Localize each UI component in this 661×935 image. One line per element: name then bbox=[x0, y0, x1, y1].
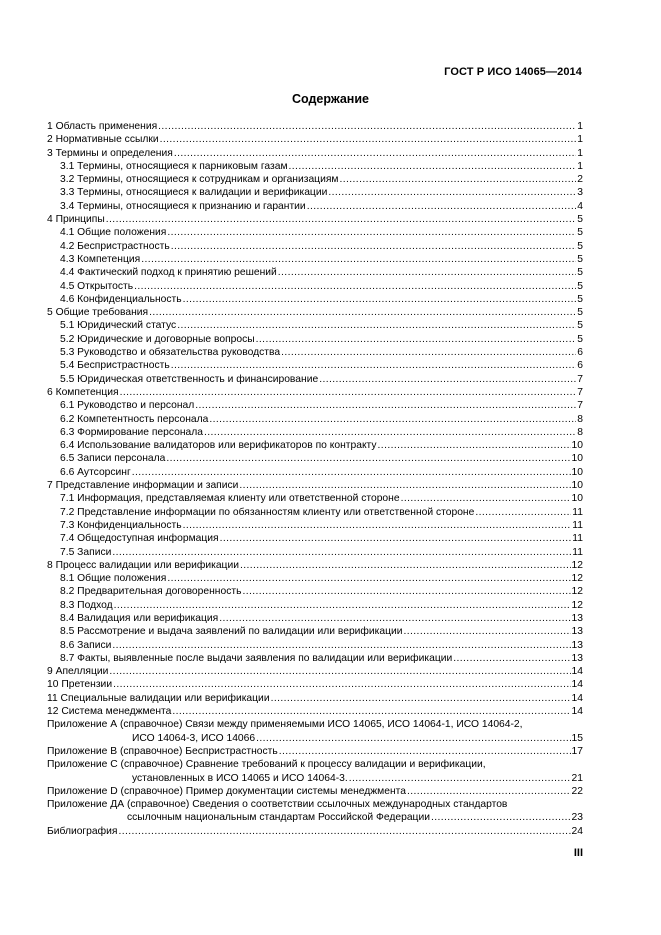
toc-entry-page: 5 bbox=[577, 333, 583, 345]
toc-entry-page: 14 bbox=[571, 692, 583, 704]
toc-entry-text: 3.3 Термины, относящиеся к валидации и верификации bbox=[60, 187, 328, 199]
toc-leader bbox=[113, 678, 570, 691]
toc-entry[interactable] bbox=[47, 293, 583, 306]
toc-entry-page: 11 bbox=[572, 533, 583, 545]
toc-entry[interactable] bbox=[47, 665, 583, 678]
toc-entry-text: 5.1 Юридический статус bbox=[60, 320, 177, 332]
toc-entry[interactable] bbox=[47, 240, 583, 253]
toc-entry-page: 5 bbox=[577, 293, 583, 305]
toc-entry-page: 5 bbox=[577, 240, 583, 252]
toc-leader bbox=[281, 346, 576, 359]
toc-entry-text: 9 Апелляции bbox=[47, 666, 109, 678]
toc-entry-text: 7 Представление информации и записи bbox=[47, 480, 239, 492]
toc-entry-text: 8.1 Общие положения bbox=[60, 573, 167, 585]
toc-entry-page: 14 bbox=[571, 679, 583, 691]
toc-entry-text: 4.3 Компетенция bbox=[60, 253, 141, 265]
toc-leader bbox=[378, 439, 571, 452]
toc-leader bbox=[149, 306, 576, 319]
toc-entry-text: 4.2 Беспристрастность bbox=[60, 240, 170, 252]
toc-entry-text: 5.5 Юридическая ответственность и финансирование bbox=[60, 373, 319, 385]
toc-entry-page: 17 bbox=[571, 745, 583, 757]
toc-entry[interactable] bbox=[47, 599, 583, 612]
toc-entry-text: 10 Претензии bbox=[47, 679, 113, 691]
toc-leader bbox=[109, 665, 570, 678]
toc-entry[interactable] bbox=[47, 386, 583, 399]
toc-entry-page: 10 bbox=[571, 453, 583, 465]
toc-main-entries bbox=[47, 120, 583, 718]
toc-leader bbox=[278, 266, 576, 279]
toc-entry-page: 7 bbox=[577, 386, 583, 398]
toc-entry-text: 5.2 Юридические и договорные вопросы bbox=[60, 333, 255, 345]
toc-entry[interactable] bbox=[47, 532, 583, 545]
toc-entry-page: 5 bbox=[577, 227, 583, 239]
toc-entry-page: 8 bbox=[577, 426, 583, 438]
toc-entry-page: 10 bbox=[571, 440, 583, 452]
toc-entry-text: 8.5 Рассмотрение и выдача заявлений по валидации или верификации bbox=[60, 626, 403, 638]
toc-entry-page: 11 bbox=[572, 546, 583, 558]
table-of-contents bbox=[47, 120, 583, 838]
toc-entry-page: 22 bbox=[571, 785, 583, 797]
toc-entry[interactable] bbox=[47, 266, 583, 279]
toc-entry-page: 13 bbox=[571, 626, 583, 638]
toc-leader bbox=[112, 546, 571, 559]
toc-entry-page: 1 bbox=[577, 160, 583, 172]
toc-entry-text: 4.1 Общие положения bbox=[60, 227, 167, 239]
toc-entry-page: 11 bbox=[572, 506, 583, 518]
toc-entry[interactable] bbox=[47, 492, 583, 505]
toc-entry[interactable] bbox=[47, 572, 583, 585]
toc-entry-page: 24 bbox=[571, 825, 583, 837]
toc-leader bbox=[112, 639, 570, 652]
toc-entry-text: 12 Система менеджмента bbox=[47, 706, 172, 718]
toc-entry-text: 8.6 Записи bbox=[60, 639, 112, 651]
toc-entry-annex-c[interactable] bbox=[47, 758, 583, 785]
toc-entry-page: 12 bbox=[571, 559, 583, 571]
toc-entry-text: 2 Нормативные ссылки bbox=[47, 134, 159, 146]
toc-entry-text: 5 Общие требования bbox=[47, 307, 149, 319]
toc-entry-page: 5 bbox=[577, 253, 583, 265]
toc-entry-text: ссылочным национальным стандартам Российской Федерации bbox=[127, 812, 430, 824]
toc-leader bbox=[106, 213, 576, 226]
toc-entry-text: 6.3 Формирование персонала bbox=[60, 426, 204, 438]
toc-entry-page: 13 bbox=[571, 639, 583, 651]
toc-leader bbox=[183, 519, 572, 532]
toc-entry-text: 8.2 Предварительная договоренность bbox=[60, 586, 242, 598]
toc-entry-text: 3 Термины и определения bbox=[47, 147, 173, 159]
toc-entry-page: 10 bbox=[571, 480, 583, 492]
toc-entry-page: 13 bbox=[571, 612, 583, 624]
toc-entry-page: 5 bbox=[577, 307, 583, 319]
toc-entry[interactable] bbox=[47, 173, 583, 186]
toc-entry-text: 7.4 Общедоступная информация bbox=[60, 533, 219, 545]
toc-leader bbox=[174, 147, 576, 160]
toc-entry[interactable] bbox=[47, 186, 583, 199]
toc-leader bbox=[114, 599, 571, 612]
toc-entry[interactable] bbox=[47, 585, 583, 598]
toc-leader bbox=[158, 120, 576, 133]
toc-leader bbox=[279, 745, 571, 758]
toc-entry-text: 4.4 Фактический подход к принятию решений bbox=[60, 267, 277, 279]
toc-entry-annex-b[interactable] bbox=[47, 745, 583, 758]
toc-leader bbox=[204, 426, 576, 439]
toc-leader bbox=[289, 160, 577, 173]
toc-entry-page: 23 bbox=[571, 812, 583, 824]
toc-leader bbox=[219, 612, 570, 625]
toc-leader bbox=[167, 226, 576, 239]
toc-leader bbox=[160, 133, 577, 146]
toc-entry[interactable] bbox=[47, 692, 583, 705]
toc-leader bbox=[134, 280, 576, 293]
toc-leader bbox=[239, 479, 570, 492]
toc-entry-text: 8.7 Факты, выявленные после выдачи заявления по валидации или верификации bbox=[60, 652, 453, 664]
toc-entry[interactable] bbox=[47, 506, 583, 519]
toc-entry-text: 6.4 Использование валидаторов или верификаторов по контракту bbox=[60, 440, 377, 452]
toc-entry[interactable] bbox=[47, 306, 583, 319]
toc-entry-text: 6.5 Записи персонала bbox=[60, 453, 166, 465]
toc-leader bbox=[120, 386, 577, 399]
toc-entry-page: 4 bbox=[577, 200, 583, 212]
toc-entry-text: 5.3 Руководство и обязательства руководства bbox=[60, 347, 281, 359]
toc-entry[interactable] bbox=[47, 319, 583, 332]
toc-leader bbox=[340, 173, 577, 186]
toc-entry-text: 7.1 Информация, представляемая клиенту или ответственной стороне bbox=[60, 493, 400, 505]
toc-entry-text: 3.2 Термины, относящиеся к сотрудникам и организациям bbox=[60, 174, 339, 186]
toc-entry-annex-da[interactable] bbox=[47, 798, 583, 825]
toc-entry-text: 7.2 Представление информации по обязанностям клиенту или ответственной стороне bbox=[60, 506, 475, 518]
toc-entry-text: 6 Компетенция bbox=[47, 386, 119, 398]
toc-leader bbox=[349, 772, 571, 785]
toc-entry[interactable] bbox=[47, 439, 583, 452]
toc-entry-text: 3.4 Термины, относящиеся к признанию и гарантии bbox=[60, 200, 306, 212]
toc-entry-text: 8 Процесс валидации или верификации bbox=[47, 559, 239, 571]
toc-leader bbox=[220, 532, 572, 545]
toc-entry-page: 2 bbox=[577, 174, 583, 186]
toc-leader bbox=[271, 692, 571, 705]
toc-entry-text: 8.4 Валидация или верификация bbox=[60, 612, 219, 624]
toc-entry-text: Библиография bbox=[47, 825, 118, 837]
toc-entry[interactable] bbox=[47, 133, 583, 146]
toc-entry-page: 14 bbox=[571, 666, 583, 678]
toc-entry-page: 12 bbox=[571, 586, 583, 598]
toc-entry-page: 6 bbox=[577, 347, 583, 359]
toc-leader bbox=[172, 705, 570, 718]
toc-entry[interactable] bbox=[47, 359, 583, 372]
toc-entry[interactable] bbox=[47, 678, 583, 691]
toc-entry[interactable] bbox=[47, 519, 583, 532]
toc-entry-page: 21 bbox=[571, 772, 583, 784]
toc-leader bbox=[141, 253, 576, 266]
toc-leader bbox=[475, 506, 571, 519]
toc-entry-text: 6.1 Руководство и персонал bbox=[60, 400, 195, 412]
toc-entry-text: 4 Принципы bbox=[47, 214, 105, 226]
toc-leader bbox=[404, 625, 571, 638]
toc-entry-page: 5 bbox=[577, 320, 583, 332]
toc-leader bbox=[183, 293, 577, 306]
toc-entry-text: 7.3 Конфиденциальность bbox=[60, 519, 182, 531]
toc-entry-page: 13 bbox=[571, 652, 583, 664]
toc-leader bbox=[171, 359, 577, 372]
toc-entry-text: 11 Специальные валидации или верификации bbox=[47, 692, 270, 704]
toc-entry-text: Приложение А (справочное) Связи между применяемыми ИСО 14065, ИСО 14064-1, ИСО 14064-2, bbox=[47, 719, 523, 731]
toc-entry[interactable] bbox=[47, 625, 583, 638]
toc-leader bbox=[171, 240, 577, 253]
toc-leader bbox=[307, 200, 577, 213]
toc-entry-text: 7.5 Записи bbox=[60, 546, 112, 558]
toc-entry-page: 12 bbox=[571, 599, 583, 611]
toc-leader bbox=[118, 825, 570, 838]
toc-leader bbox=[166, 452, 570, 465]
toc-leader bbox=[240, 559, 571, 572]
toc-entry-bibliography[interactable] bbox=[47, 825, 583, 838]
document-code: ГОСТ Р ИСО 14065—2014 bbox=[444, 66, 582, 78]
toc-leader bbox=[328, 186, 576, 199]
toc-entry-page: 6 bbox=[577, 360, 583, 372]
toc-entry-text: 5.4 Беспристрастность bbox=[60, 360, 170, 372]
toc-entry-page: 15 bbox=[571, 732, 583, 744]
toc-entry-page: 5 bbox=[577, 280, 583, 292]
toc-leader bbox=[242, 585, 570, 598]
toc-entry[interactable] bbox=[47, 479, 583, 492]
toc-entry-annex-a[interactable] bbox=[47, 718, 583, 745]
toc-leader bbox=[407, 785, 571, 798]
toc-entry[interactable] bbox=[47, 452, 583, 465]
toc-entry-text: установленных в ИСО 14065 и ИСО 14064-3. bbox=[132, 772, 348, 784]
toc-entry[interactable] bbox=[47, 612, 583, 625]
toc-entry-page: 1 bbox=[577, 134, 583, 146]
toc-entry[interactable] bbox=[47, 253, 583, 266]
toc-entry-text: 4.5 Открытость bbox=[60, 280, 134, 292]
toc-entry[interactable] bbox=[47, 373, 583, 386]
toc-entry[interactable] bbox=[47, 426, 583, 439]
toc-entry-text: 3.1 Термины, относящиеся к парниковым газам bbox=[60, 160, 288, 172]
toc-entry[interactable] bbox=[47, 546, 583, 559]
toc-leader bbox=[401, 492, 571, 505]
toc-leader bbox=[256, 333, 577, 346]
toc-entry-page: 14 bbox=[571, 706, 583, 718]
toc-entry-page: 5 bbox=[577, 214, 583, 226]
toc-entry[interactable] bbox=[47, 280, 583, 293]
toc-leader bbox=[177, 319, 576, 332]
toc-leader bbox=[256, 732, 570, 745]
toc-entry-text: ИСО 14064-3, ИСО 14066 bbox=[132, 732, 256, 744]
toc-entry-page: 10 bbox=[571, 466, 583, 478]
toc-entry-page: 5 bbox=[577, 267, 583, 279]
toc-entry[interactable] bbox=[47, 200, 583, 213]
toc-entry-page: 3 bbox=[577, 187, 583, 199]
toc-leader bbox=[167, 572, 570, 585]
toc-leader bbox=[209, 413, 576, 426]
toc-entry-annex-d[interactable] bbox=[47, 785, 583, 798]
toc-entry-text: 6.2 Компетентность персонала bbox=[60, 413, 209, 425]
toc-entry[interactable] bbox=[47, 413, 583, 426]
toc-entry[interactable] bbox=[47, 346, 583, 359]
toc-entry-page: 7 bbox=[577, 400, 583, 412]
toc-entry[interactable] bbox=[47, 559, 583, 572]
toc-entry[interactable] bbox=[47, 120, 583, 133]
toc-entry-text: 6.6 Аутсорсинг bbox=[60, 466, 131, 478]
toc-entry-text: Приложение В (справочное) Беспристрастность bbox=[47, 745, 278, 757]
toc-entry-text: 4.6 Конфиденциальность bbox=[60, 293, 182, 305]
toc-entry[interactable] bbox=[47, 160, 583, 173]
toc-leader bbox=[195, 399, 576, 412]
toc-entry-page: 1 bbox=[577, 147, 583, 159]
toc-leader bbox=[431, 811, 571, 824]
toc-entry-text: Приложение ДА (справочное) Сведения о соответствии ссылочных международных стандартов bbox=[47, 799, 508, 811]
toc-entry[interactable] bbox=[47, 399, 583, 412]
toc-entry-text: 8.3 Подход bbox=[60, 599, 113, 611]
toc-entry[interactable] bbox=[47, 226, 583, 239]
toc-entry[interactable] bbox=[47, 639, 583, 652]
toc-entry-page: 10 bbox=[571, 493, 583, 505]
page-number: III bbox=[573, 847, 583, 859]
toc-entry-page: 1 bbox=[577, 121, 583, 132]
toc-entry[interactable] bbox=[47, 466, 583, 479]
page-title: Содержание bbox=[291, 92, 369, 106]
toc-leader bbox=[132, 466, 571, 479]
toc-leader bbox=[319, 373, 576, 386]
toc-entry-page: 8 bbox=[577, 413, 583, 425]
toc-entry-page: 7 bbox=[577, 373, 583, 385]
toc-entry-page: 12 bbox=[571, 573, 583, 585]
toc-entry-text: Приложение С (справочное) Сравнение требований к процессу валидации и верификации, bbox=[47, 759, 486, 771]
toc-leader bbox=[453, 652, 570, 665]
toc-entry-text: 1 Область применения bbox=[47, 121, 158, 132]
toc-entry-page: 11 bbox=[572, 519, 583, 531]
toc-entry[interactable] bbox=[47, 652, 583, 665]
toc-entry-text: Приложение D (справочное) Пример документации системы менеджмента bbox=[47, 785, 406, 797]
toc-entry[interactable] bbox=[47, 705, 583, 718]
toc-entry[interactable] bbox=[47, 147, 583, 160]
toc-entry[interactable] bbox=[47, 213, 583, 226]
toc-entry[interactable] bbox=[47, 333, 583, 346]
